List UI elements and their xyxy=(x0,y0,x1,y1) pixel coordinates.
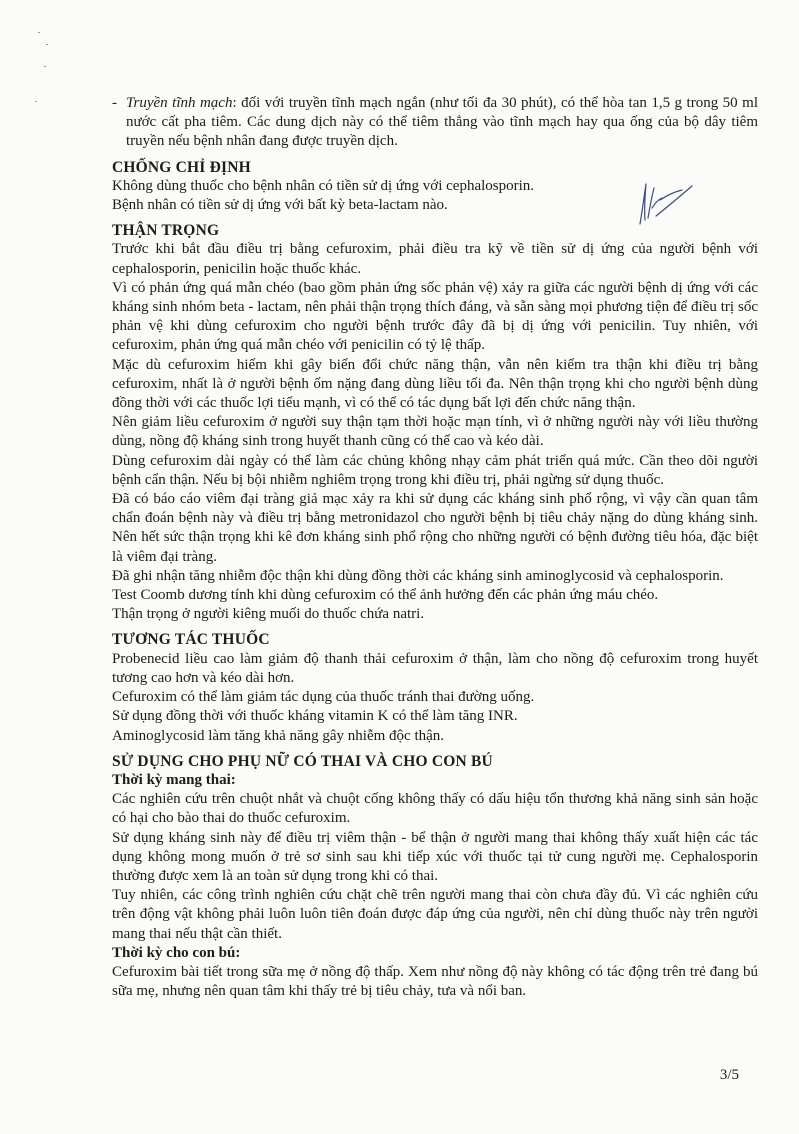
intro-lead: Truyền tĩnh mạch xyxy=(126,95,233,111)
contraindication-line: Không dùng thuốc cho bệnh nhân có tiền sử dị ứng với cephalosporin. xyxy=(112,177,535,194)
interaction-paragraph: Cefuroxim có thể làm giảm tác dụng của thuốc tránh thai đường uống. xyxy=(112,689,535,706)
precaution-paragraph: Test Coomb dương tính khi dùng cefuroxim có thể ảnh hưởng đến các phản ứng máu chéo. xyxy=(112,587,659,604)
scan-speck xyxy=(44,66,46,67)
precaution-paragraph: Thận trọng ở người kiêng muối do thuốc chứa natri. xyxy=(112,606,425,623)
interaction-paragraph: Aminoglycosid làm tăng khả năng gây nhiễm độc thận. xyxy=(112,727,445,744)
scan-speck xyxy=(35,101,37,102)
precaution-paragraph: Mặc dù cefuroxim hiếm khi gây biến đổi chức năng thận, vẫn nên kiểm tra thận khi điều trị bằng cefuroxim, nhất là ở người bệnh ốm nặng đang dùng liều tối đa. Nên thận trọng khi cho người bệnh dùng đồng thời với các thuốc lợi tiểu mạnh, vì có thể có tác dụng bất lợi đến chức năng thận. xyxy=(112,356,758,412)
pregnancy-heading: SỬ DỤNG CHO PHỤ NỮ CÓ THAI VÀ CHO CON BÚ xyxy=(112,752,493,770)
precaution-paragraph: Trước khi bắt đầu điều trị bằng cefuroxim, phải điều tra kỹ về tiền sử dị ứng của người bệnh với cephalosporin, penicilin hoặc thuốc khác. xyxy=(112,241,758,277)
contraindications-heading: CHỐNG CHỈ ĐỊNH xyxy=(112,158,251,176)
breastfeeding-paragraph: Cefuroxim bài tiết trong sữa mẹ ở nồng độ thấp. Xem như nồng độ này không có tác động trên trẻ đang bú sữa mẹ, nhưng nên quan tâm khi thấy trẻ bị tiêu chảy, tưa và nổi ban. xyxy=(112,963,758,1000)
scan-speck xyxy=(38,32,40,33)
document-body xyxy=(112,94,758,1001)
contraindication-line: Bệnh nhân có tiền sử dị ứng với bất kỳ beta-lactam nào. xyxy=(112,197,448,214)
precaution-paragraph: Đã ghi nhận tăng nhiễm độc thận khi dùng đồng thời các kháng sinh aminoglycosid và cephalosporin. xyxy=(112,567,724,584)
precaution-paragraph: Nên giảm liều cefuroxim ở người suy thận tạm thời hoặc mạn tính, vì ở những người này với liều thường dùng, nồng độ kháng sinh trong huyết thanh cũng có thể cao và kéo dài. xyxy=(112,414,758,450)
breastfeeding-subheading: Thời kỳ cho con bú: xyxy=(112,944,241,961)
pregnancy-subheading: Thời kỳ mang thai: xyxy=(112,771,236,788)
intro-body: : đối với truyền tĩnh mạch ngắn (như tối đa 30 phút), có thể hòa tan 1,5 g trong 50 ml nước cất pha tiêm. Các dung dịch này có thể tiêm thẳng vào tĩnh mạch hay qua ống của bộ dây tiêm truyền nếu bệnh nhân đang được truyền dịch. xyxy=(126,95,758,150)
page-number: 3/5 xyxy=(719,1067,739,1083)
pregnancy-paragraph: Sử dụng kháng sinh này để điều trị viêm thận - bể thận ở người mang thai không thấy xuất hiện các tác dụng không mong muốn ở trẻ sơ sinh sau khi tiếp xúc với thuốc tại tử cung người mẹ. Cephalosporin thường được xem là an toàn sử dụng trong khi có thai. xyxy=(112,829,758,884)
precaution-paragraph: Vì có phản ứng quá mẫn chéo (bao gồm phản ứng sốc phản vệ) xảy ra giữa các người bệnh dị ứng với các kháng sinh nhóm beta - lactam, nên phải thận trọng thích đáng, và sẵn sàng mọi phương tiện để điều trị sốc phản vệ khi dùng cefuroxim cho người bệnh trước đây đã bị dị ứng với penicilin. Tuy nhiên, với cefuroxim, phản ứng quá mẫn chéo với penicilin có tỷ lệ thấp. xyxy=(112,279,758,354)
pregnancy-paragraph: Tuy nhiên, các công trình nghiên cứu chặt chẽ trên người mang thai còn chưa đầy đủ. Vì các nghiên cứu trên động vật không phải luôn luôn tiên đoán được đáp ứng của người, nên chỉ dùng thuốc này trên người mang thai nếu thật cần thiết. xyxy=(112,887,758,942)
bullet-dash: - xyxy=(112,95,117,111)
interactions-heading: TƯƠNG TÁC THUỐC xyxy=(112,631,270,649)
pregnancy-paragraph: Các nghiên cứu trên chuột nhắt và chuột cống không thấy có dấu hiệu tổn thương khả năng sinh sản hoặc có hại cho bào thai do thuốc cefuroxim. xyxy=(112,791,758,827)
interaction-paragraph: Sử dụng đồng thời với thuốc kháng vitamin K có thể làm tăng INR. xyxy=(112,708,518,725)
intro-text xyxy=(126,94,758,152)
scan-speck xyxy=(46,44,48,45)
precautions-heading: THẬN TRỌNG xyxy=(112,222,220,240)
precaution-paragraph: Dùng cefuroxim dài ngày có thể làm các chủng không nhạy cảm phát triển quá mức. Cần theo dõi người bệnh cẩn thận. Nếu bị bội nhiễm nghiêm trọng trong khi điều trị, phải ngừng sử dụng thuốc. xyxy=(112,452,758,488)
interaction-paragraph: Probenecid liều cao làm giảm độ thanh thải cefuroxim ở thận, làm cho nồng độ cefuroxim trong huyết tương cao hơn và kéo dài hơn. xyxy=(112,650,758,686)
intro-bullet xyxy=(112,94,758,152)
precaution-paragraph: Đã có báo cáo viêm đại tràng giả mạc xảy ra khi sử dụng các kháng sinh phổ rộng, vì vậy cần quan tâm chẩn đoán bệnh này và điều trị bằng metronidazol cho người bệnh bị tiêu chảy nặng do dùng kháng sinh. Nên hết sức thận trọng khi kê đơn kháng sinh phổ rộng cho những người có bệnh đường tiêu hóa, đặc biệt là viêm đại tràng. xyxy=(112,491,758,565)
